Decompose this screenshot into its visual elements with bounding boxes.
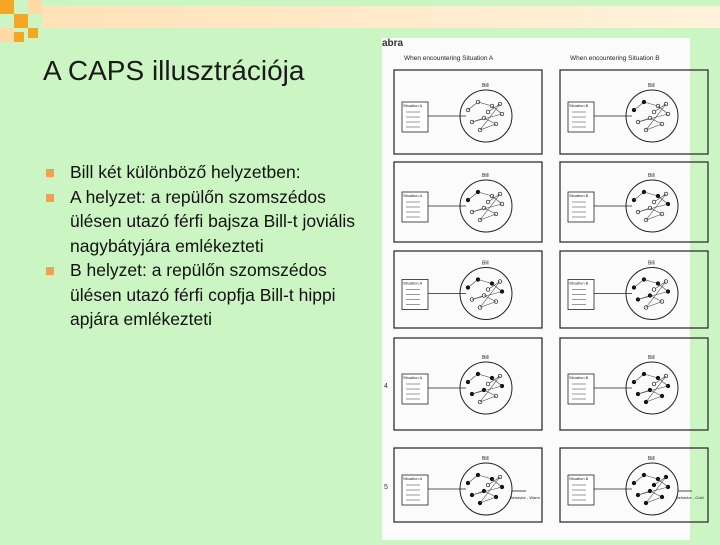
unit-link [478,280,492,284]
unit-link [478,192,492,196]
personality-system-circle [460,463,512,515]
unit-link [478,374,492,378]
cognitive-affective-unit [486,382,490,386]
situation-box-label: Situation A [403,476,423,481]
situation-box-label: Situation A [403,375,423,380]
cognitive-affective-unit [652,288,656,292]
situation-box-label: Situation B [569,476,589,481]
bullet-square-icon [46,169,54,177]
person-label: Bill [482,260,489,267]
cognitive-affective-unit [486,110,490,114]
bullet-item: B helyzet: a repülőn szomszédos ülésen utazó férfi copfja Bill-t hippi apjára emlékezteti [46,258,356,332]
bullet-list [46,160,356,332]
person-label: Bill [482,173,489,179]
person-label: Bill [482,456,489,462]
situation-box-label: Situation B [569,193,589,198]
unit-link [478,475,492,479]
person-label: Bill [482,83,489,89]
personality-system-circle [626,463,678,515]
row-number: 5 [384,484,388,491]
cognitive-affective-unit [652,110,656,114]
bullet-item: A helyzet: a repülőn szomszédos ülésen utazó férfi bajsza Bill-t joviális nagybátyjára emlékezteti [46,185,356,259]
cognitive-affective-unit [652,382,656,386]
bullet-item: Bill két különböző helyzetben: [46,160,356,185]
situation-box-label: Situation B [569,280,589,286]
situation-box-label: Situation B [569,375,589,380]
person-label: Bill [648,355,655,361]
personality-system-circle [626,362,678,414]
personality-system-circle [626,90,678,142]
personality-system-circle [460,90,512,142]
caps-figure-svg [382,38,704,540]
situation-box-label: Situation B [569,103,589,108]
cognitive-affective-unit [652,200,656,204]
unit-link [644,280,658,284]
person-label: Bill [648,260,655,267]
unit-link [478,102,492,106]
column-header-a: When encountering Situation A [404,55,494,62]
person-label: Bill [648,456,655,462]
unit-link [644,475,658,479]
situation-box-label: Situation A [403,193,423,198]
bullet-square-icon [46,267,54,275]
unit-link [644,192,658,196]
behavior-label: Behavior - Warm [510,495,540,500]
figure-caption-fragment: abra [382,38,404,49]
slide-title: A CAPS illusztrációja [43,55,305,86]
unit-link [644,102,658,106]
situation-box-label: Situation A [403,103,423,108]
cognitive-affective-unit [486,200,490,204]
column-header-b: When encountering Situation B [570,55,660,62]
cognitive-affective-unit [486,483,490,487]
person-label: Bill [482,355,489,361]
situation-box-label: Situation A [403,280,423,286]
cognitive-affective-unit [486,288,490,292]
caps-figure [382,38,704,540]
personality-system-circle [626,268,678,320]
personality-system-circle [460,268,512,320]
personality-system-circle [460,362,512,414]
row-number: 4 [384,383,388,390]
cognitive-affective-unit [652,483,656,487]
person-label: Bill [648,173,655,179]
bullet-square-icon [46,194,54,202]
person-label: Bill [648,83,655,89]
unit-link [644,374,658,378]
personality-system-circle [626,180,678,232]
personality-system-circle [460,180,512,232]
behavior-label: Behavior - Cold [676,495,704,500]
